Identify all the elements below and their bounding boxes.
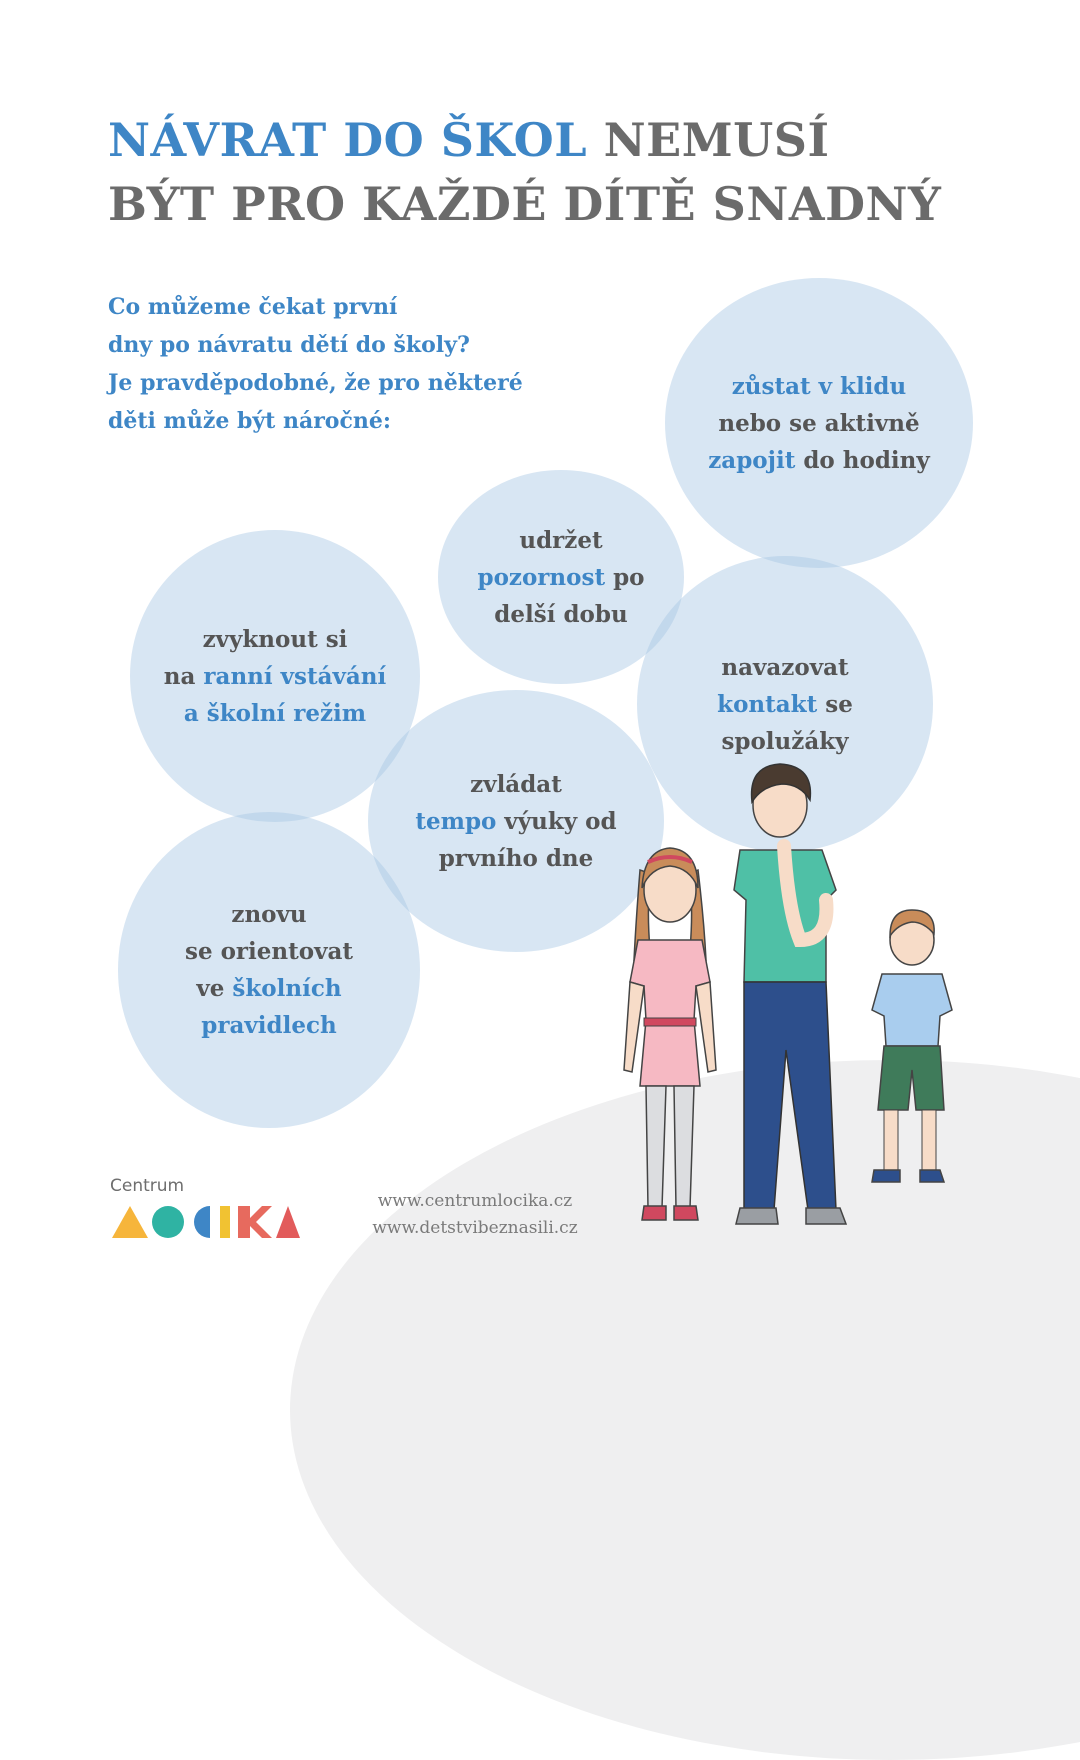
bubble-text: spolužáky [721,727,849,755]
intro-line: Je pravděpodobné, že pro některé [108,370,523,396]
bubble-text: na [163,662,204,690]
teen-figure [734,764,846,1224]
bubble-accent: zapojit [708,446,796,474]
bubble-text: se [817,690,853,718]
bubble-text: zvládat [470,770,562,798]
bubble-text: navazovat [721,653,849,681]
bubble-accent: ranní vstávání [203,662,387,690]
bubble-text: delší dobu [494,600,628,628]
locika-wordmark-graphic [110,1202,300,1242]
bubble-text: zvyknout si [202,625,348,653]
bubble-text: do hodiny [795,446,930,474]
bubble-rules [118,812,420,1128]
locika-logo[interactable] [110,1176,300,1246]
website-links [340,1188,610,1242]
bubble-accent: zůstat v klidu [731,372,907,400]
page-title [108,108,941,236]
bubble-text: nebo se aktivně [718,409,920,437]
bubble-accent: pozornost [477,563,606,591]
intro-text [108,288,523,440]
bubble-accent: tempo [415,807,497,835]
bubble-calm [665,278,973,568]
bubble-text: výuky od [496,807,617,835]
title-line2: BÝT PRO KAŽDÉ DÍTĚ SNADNÝ [108,177,942,231]
children-illustration [600,750,960,1230]
bubble-text: se orientovat [185,938,353,965]
bubble-accent: a školní režim [183,699,367,727]
bubble-accent: pravidlech [201,1012,337,1039]
bubble-accent: školních [232,975,342,1002]
boy-figure [872,910,952,1182]
intro-line: Co můžeme čekat první [108,294,398,320]
bubble-text: prvního dne [438,844,594,872]
bubble-text: udržet [519,526,603,554]
website-link-detstvi[interactable]: www.detstvibeznasili.cz [372,1218,578,1238]
intro-line: děti může být náročné: [108,408,391,434]
bubble-text: po [605,563,645,591]
bubble-accent: kontakt [717,690,818,718]
bubble-text: znovu [231,901,307,928]
title-line1-rest: NEMUSÍ [587,113,830,167]
logo-small-text: Centrum [110,1176,185,1196]
title-accent: NÁVRAT DO ŠKOL [108,113,588,167]
website-link-locika[interactable]: www.centrumlocika.cz [377,1191,573,1211]
intro-line: dny po návratu dětí do školy? [108,332,470,358]
bubble-text: ve [196,975,233,1002]
girl-figure [624,848,716,1220]
